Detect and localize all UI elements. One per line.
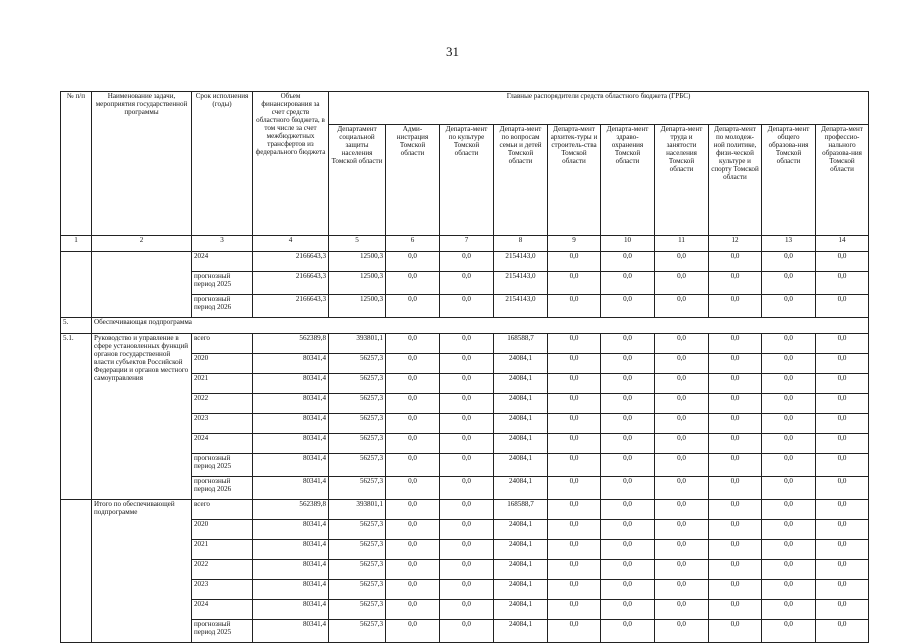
value-cell: 0,0 (386, 477, 440, 500)
row-num-cell (61, 252, 92, 318)
header-grbs: Департа-мент по молодеж-ной политике, физи-ческой культуре и спорту Томской области (709, 125, 762, 236)
column-number: 9 (548, 236, 601, 252)
header-grbs: Департа-мент труда и занятости населения Томской области (655, 125, 709, 236)
value-cell: 0,0 (762, 540, 816, 560)
value-cell: 0,0 (816, 560, 869, 580)
value-cell: 56257,3 (329, 477, 386, 500)
column-number: 2 (92, 236, 192, 252)
header-grbs: Департа-мент архитек-туры и строитель-ства Томской области (548, 125, 601, 236)
value-cell: 0,0 (601, 540, 655, 560)
value-cell: 0,0 (386, 560, 440, 580)
value-cell: 0,0 (601, 394, 655, 414)
value-cell: 56257,3 (329, 560, 386, 580)
value-cell: 0,0 (709, 500, 762, 520)
financing-table (60, 91, 869, 643)
value-cell: 0,0 (762, 414, 816, 434)
value-cell: 0,0 (762, 477, 816, 500)
value-cell: 24084,1 (494, 560, 548, 580)
value-cell: 0,0 (709, 295, 762, 318)
value-cell: 0,0 (386, 620, 440, 643)
row-num-cell (61, 500, 92, 643)
column-number: 11 (655, 236, 709, 252)
period-cell: 2023 (192, 414, 253, 434)
value-cell: 2154143,0 (494, 295, 548, 318)
value-cell: 0,0 (386, 454, 440, 477)
value-cell: 24084,1 (494, 580, 548, 600)
value-cell: 24084,1 (494, 620, 548, 643)
value-cell: 0,0 (601, 374, 655, 394)
value-cell: 0,0 (601, 520, 655, 540)
value-cell: 0,0 (440, 252, 494, 272)
value-cell: 80341,4 (253, 414, 329, 434)
value-cell: 0,0 (601, 272, 655, 295)
value-cell: 24084,1 (494, 600, 548, 620)
value-cell: 0,0 (762, 454, 816, 477)
value-cell: 0,0 (548, 520, 601, 540)
period-cell: 2022 (192, 394, 253, 414)
value-cell: 393801,1 (329, 500, 386, 520)
section-row (61, 318, 869, 334)
value-cell: 24084,1 (494, 540, 548, 560)
header-grbs: Департа-мент общего образова-ния Томской области (762, 125, 816, 236)
value-cell: 0,0 (386, 272, 440, 295)
value-cell: 0,0 (548, 295, 601, 318)
value-cell: 12500,3 (329, 295, 386, 318)
value-cell: 0,0 (386, 600, 440, 620)
header-grbs: Департа-мент профессио-нального образова-ния Томской области (816, 125, 869, 236)
value-cell: 0,0 (440, 540, 494, 560)
value-cell: 0,0 (601, 295, 655, 318)
page-number: 31 (446, 44, 459, 59)
period-cell: прогнозный период 2026 (192, 295, 253, 318)
value-cell: 0,0 (762, 394, 816, 414)
value-cell: 0,0 (655, 394, 709, 414)
value-cell: 80341,4 (253, 477, 329, 500)
value-cell: 0,0 (440, 580, 494, 600)
period-cell: всего (192, 334, 253, 354)
value-cell: 0,0 (548, 252, 601, 272)
header-name: Наименование задачи, мероприятия государственной программы (92, 92, 192, 236)
period-cell: 2023 (192, 580, 253, 600)
value-cell: 0,0 (709, 414, 762, 434)
value-cell: 56257,3 (329, 580, 386, 600)
value-cell: 0,0 (762, 520, 816, 540)
value-cell: 80341,4 (253, 434, 329, 454)
value-cell: 0,0 (709, 454, 762, 477)
value-cell: 0,0 (816, 394, 869, 414)
value-cell: 0,0 (816, 500, 869, 520)
value-cell: 0,0 (548, 620, 601, 643)
value-cell: 0,0 (762, 600, 816, 620)
value-cell: 0,0 (762, 580, 816, 600)
section-title: Обеспечивающая подпрограмма (92, 318, 869, 334)
value-cell: 0,0 (386, 520, 440, 540)
value-cell: 0,0 (709, 540, 762, 560)
header-num: № п/п (61, 92, 92, 236)
value-cell: 0,0 (816, 454, 869, 477)
value-cell: 80341,4 (253, 620, 329, 643)
column-number: 8 (494, 236, 548, 252)
value-cell: 56257,3 (329, 374, 386, 394)
value-cell: 0,0 (816, 600, 869, 620)
value-cell: 80341,4 (253, 374, 329, 394)
period-cell: 2020 (192, 520, 253, 540)
header-grbs: Департа-мент по культуре Томской области (440, 125, 494, 236)
period-cell: 2021 (192, 374, 253, 394)
value-cell: 0,0 (655, 520, 709, 540)
value-cell: 0,0 (655, 272, 709, 295)
value-cell: 56257,3 (329, 600, 386, 620)
value-cell: 0,0 (440, 560, 494, 580)
value-cell: 56257,3 (329, 520, 386, 540)
value-cell: 24084,1 (494, 354, 548, 374)
header-volume: Объем финансирования за счет средств областного бюджета, в том числе за счет межбюджетных трансфертов из федерального бюджета (253, 92, 329, 236)
value-cell: 0,0 (548, 500, 601, 520)
value-cell: 0,0 (601, 560, 655, 580)
value-cell: 56257,3 (329, 434, 386, 454)
value-cell: 0,0 (655, 414, 709, 434)
value-cell: 0,0 (548, 272, 601, 295)
column-number: 3 (192, 236, 253, 252)
header-grbs: Департа-мент по вопросам семьи и детей Томской области (494, 125, 548, 236)
value-cell: 56257,3 (329, 540, 386, 560)
value-cell: 24084,1 (494, 374, 548, 394)
value-cell: 0,0 (548, 394, 601, 414)
value-cell: 0,0 (709, 394, 762, 414)
value-cell: 0,0 (386, 580, 440, 600)
value-cell: 80341,4 (253, 560, 329, 580)
value-cell: 0,0 (440, 414, 494, 434)
value-cell: 0,0 (709, 477, 762, 500)
value-cell: 80341,4 (253, 454, 329, 477)
section-num: 5. (61, 318, 92, 334)
value-cell: 0,0 (548, 600, 601, 620)
value-cell: 0,0 (386, 394, 440, 414)
value-cell: 80341,4 (253, 354, 329, 374)
value-cell: 0,0 (762, 560, 816, 580)
value-cell: 0,0 (440, 520, 494, 540)
value-cell: 0,0 (709, 620, 762, 643)
column-number: 4 (253, 236, 329, 252)
value-cell: 0,0 (440, 394, 494, 414)
value-cell: 0,0 (440, 600, 494, 620)
value-cell: 0,0 (601, 252, 655, 272)
header-period: Срок исполнения (годы) (192, 92, 253, 236)
value-cell: 0,0 (548, 560, 601, 580)
value-cell: 0,0 (440, 374, 494, 394)
value-cell: 0,0 (601, 454, 655, 477)
value-cell: 0,0 (386, 374, 440, 394)
value-cell: 0,0 (386, 434, 440, 454)
value-cell: 0,0 (816, 434, 869, 454)
column-number: 1 (61, 236, 92, 252)
value-cell: 0,0 (601, 477, 655, 500)
period-cell: 2021 (192, 540, 253, 560)
value-cell: 0,0 (762, 252, 816, 272)
value-cell: 0,0 (548, 374, 601, 394)
period-cell: прогнозный период 2025 (192, 620, 253, 643)
value-cell: 0,0 (709, 560, 762, 580)
value-cell: 0,0 (655, 600, 709, 620)
value-cell: 0,0 (709, 354, 762, 374)
value-cell: 12500,3 (329, 252, 386, 272)
value-cell: 0,0 (816, 477, 869, 500)
value-cell: 0,0 (386, 414, 440, 434)
value-cell: 0,0 (816, 334, 869, 354)
header-grbs: Адми-нистрация Томской области (386, 125, 440, 236)
value-cell: 0,0 (709, 600, 762, 620)
column-number: 10 (601, 236, 655, 252)
value-cell: 0,0 (655, 454, 709, 477)
value-cell: 168588,7 (494, 334, 548, 354)
value-cell: 0,0 (709, 252, 762, 272)
value-cell: 0,0 (762, 354, 816, 374)
value-cell: 0,0 (762, 500, 816, 520)
value-cell: 80341,4 (253, 580, 329, 600)
row-name-cell (92, 252, 192, 318)
value-cell: 56257,3 (329, 354, 386, 374)
header-grbs: Департамент социальной защиты населения Томской области (329, 125, 386, 236)
value-cell: 0,0 (816, 252, 869, 272)
value-cell: 0,0 (655, 434, 709, 454)
header-grbs-title: Главные распорядители средств областного бюджета (ГРБС) (329, 92, 869, 125)
value-cell: 0,0 (440, 334, 494, 354)
value-cell: 12500,3 (329, 272, 386, 295)
row-num-cell: 5.1. (61, 334, 92, 500)
value-cell: 0,0 (709, 580, 762, 600)
value-cell: 0,0 (440, 272, 494, 295)
value-cell: 562389,8 (253, 500, 329, 520)
value-cell: 2166643,3 (253, 295, 329, 318)
value-cell: 0,0 (655, 540, 709, 560)
value-cell: 0,0 (762, 434, 816, 454)
column-number: 5 (329, 236, 386, 252)
value-cell: 0,0 (440, 295, 494, 318)
value-cell: 0,0 (601, 414, 655, 434)
value-cell: 2166643,3 (253, 272, 329, 295)
value-cell: 0,0 (440, 620, 494, 643)
value-cell: 2154143,0 (494, 272, 548, 295)
value-cell: 0,0 (762, 272, 816, 295)
value-cell: 0,0 (816, 295, 869, 318)
value-cell: 0,0 (762, 374, 816, 394)
value-cell: 0,0 (548, 354, 601, 374)
value-cell: 0,0 (440, 354, 494, 374)
period-cell: всего (192, 500, 253, 520)
value-cell: 56257,3 (329, 620, 386, 643)
period-cell: 2020 (192, 354, 253, 374)
period-cell: 2024 (192, 600, 253, 620)
value-cell: 0,0 (816, 414, 869, 434)
value-cell: 24084,1 (494, 414, 548, 434)
value-cell: 56257,3 (329, 394, 386, 414)
value-cell: 24084,1 (494, 394, 548, 414)
value-cell: 0,0 (548, 540, 601, 560)
value-cell: 0,0 (601, 620, 655, 643)
value-cell: 24084,1 (494, 520, 548, 540)
value-cell: 0,0 (709, 520, 762, 540)
value-cell: 0,0 (601, 500, 655, 520)
value-cell: 0,0 (386, 354, 440, 374)
value-cell: 24084,1 (494, 454, 548, 477)
column-number: 7 (440, 236, 494, 252)
value-cell: 0,0 (655, 560, 709, 580)
value-cell: 0,0 (548, 580, 601, 600)
value-cell: 0,0 (816, 374, 869, 394)
value-cell: 2154143,0 (494, 252, 548, 272)
value-cell: 0,0 (655, 252, 709, 272)
column-number: 6 (386, 236, 440, 252)
value-cell: 0,0 (655, 620, 709, 643)
value-cell: 2166643,3 (253, 252, 329, 272)
period-cell: прогнозный период 2025 (192, 272, 253, 295)
table-row (61, 252, 869, 272)
value-cell: 0,0 (655, 334, 709, 354)
value-cell: 0,0 (816, 272, 869, 295)
value-cell: 0,0 (601, 434, 655, 454)
value-cell: 393801,1 (329, 334, 386, 354)
header-grbs: Департа-мент здраво-охранения Томской области (601, 125, 655, 236)
value-cell: 0,0 (655, 580, 709, 600)
row-name-cell: Итого по обеспечивающей подпрограмме (92, 500, 192, 643)
value-cell: 0,0 (655, 295, 709, 318)
value-cell: 0,0 (386, 252, 440, 272)
period-cell: прогнозный период 2025 (192, 454, 253, 477)
value-cell: 24084,1 (494, 477, 548, 500)
value-cell: 0,0 (386, 334, 440, 354)
value-cell: 80341,4 (253, 394, 329, 414)
value-cell: 80341,4 (253, 600, 329, 620)
period-cell: 2024 (192, 252, 253, 272)
period-cell: 2022 (192, 560, 253, 580)
period-cell: 2024 (192, 434, 253, 454)
value-cell: 0,0 (709, 374, 762, 394)
value-cell: 0,0 (762, 295, 816, 318)
value-cell: 0,0 (816, 620, 869, 643)
value-cell: 0,0 (709, 272, 762, 295)
row-name-cell: Руководство и управление в сфере установленных функций органов государственной власти субъектов Российской Федерации и органов местного самоуправления (92, 334, 192, 500)
value-cell: 0,0 (601, 354, 655, 374)
column-number: 12 (709, 236, 762, 252)
value-cell: 0,0 (548, 334, 601, 354)
value-cell: 0,0 (440, 454, 494, 477)
value-cell: 0,0 (816, 520, 869, 540)
value-cell: 80341,4 (253, 540, 329, 560)
column-number: 13 (762, 236, 816, 252)
value-cell: 56257,3 (329, 454, 386, 477)
value-cell: 562389,8 (253, 334, 329, 354)
value-cell: 0,0 (548, 454, 601, 477)
value-cell: 0,0 (655, 374, 709, 394)
value-cell: 0,0 (386, 295, 440, 318)
value-cell: 0,0 (548, 434, 601, 454)
value-cell: 0,0 (762, 620, 816, 643)
value-cell: 0,0 (440, 477, 494, 500)
value-cell: 0,0 (386, 500, 440, 520)
value-cell: 0,0 (816, 540, 869, 560)
value-cell: 0,0 (601, 600, 655, 620)
value-cell: 168588,7 (494, 500, 548, 520)
table-row (61, 500, 869, 520)
table-row (61, 334, 869, 354)
value-cell: 0,0 (655, 354, 709, 374)
value-cell: 0,0 (762, 334, 816, 354)
value-cell: 56257,3 (329, 414, 386, 434)
value-cell: 0,0 (601, 580, 655, 600)
value-cell: 0,0 (709, 434, 762, 454)
value-cell: 80341,4 (253, 520, 329, 540)
value-cell: 0,0 (440, 500, 494, 520)
column-number: 14 (816, 236, 869, 252)
value-cell: 0,0 (601, 334, 655, 354)
value-cell: 0,0 (655, 477, 709, 500)
value-cell: 0,0 (548, 477, 601, 500)
period-cell: прогнозный период 2026 (192, 477, 253, 500)
value-cell: 0,0 (709, 334, 762, 354)
value-cell: 0,0 (386, 540, 440, 560)
value-cell: 0,0 (548, 414, 601, 434)
value-cell: 24084,1 (494, 434, 548, 454)
value-cell: 0,0 (816, 354, 869, 374)
value-cell: 0,0 (440, 434, 494, 454)
value-cell: 0,0 (655, 500, 709, 520)
value-cell: 0,0 (816, 580, 869, 600)
